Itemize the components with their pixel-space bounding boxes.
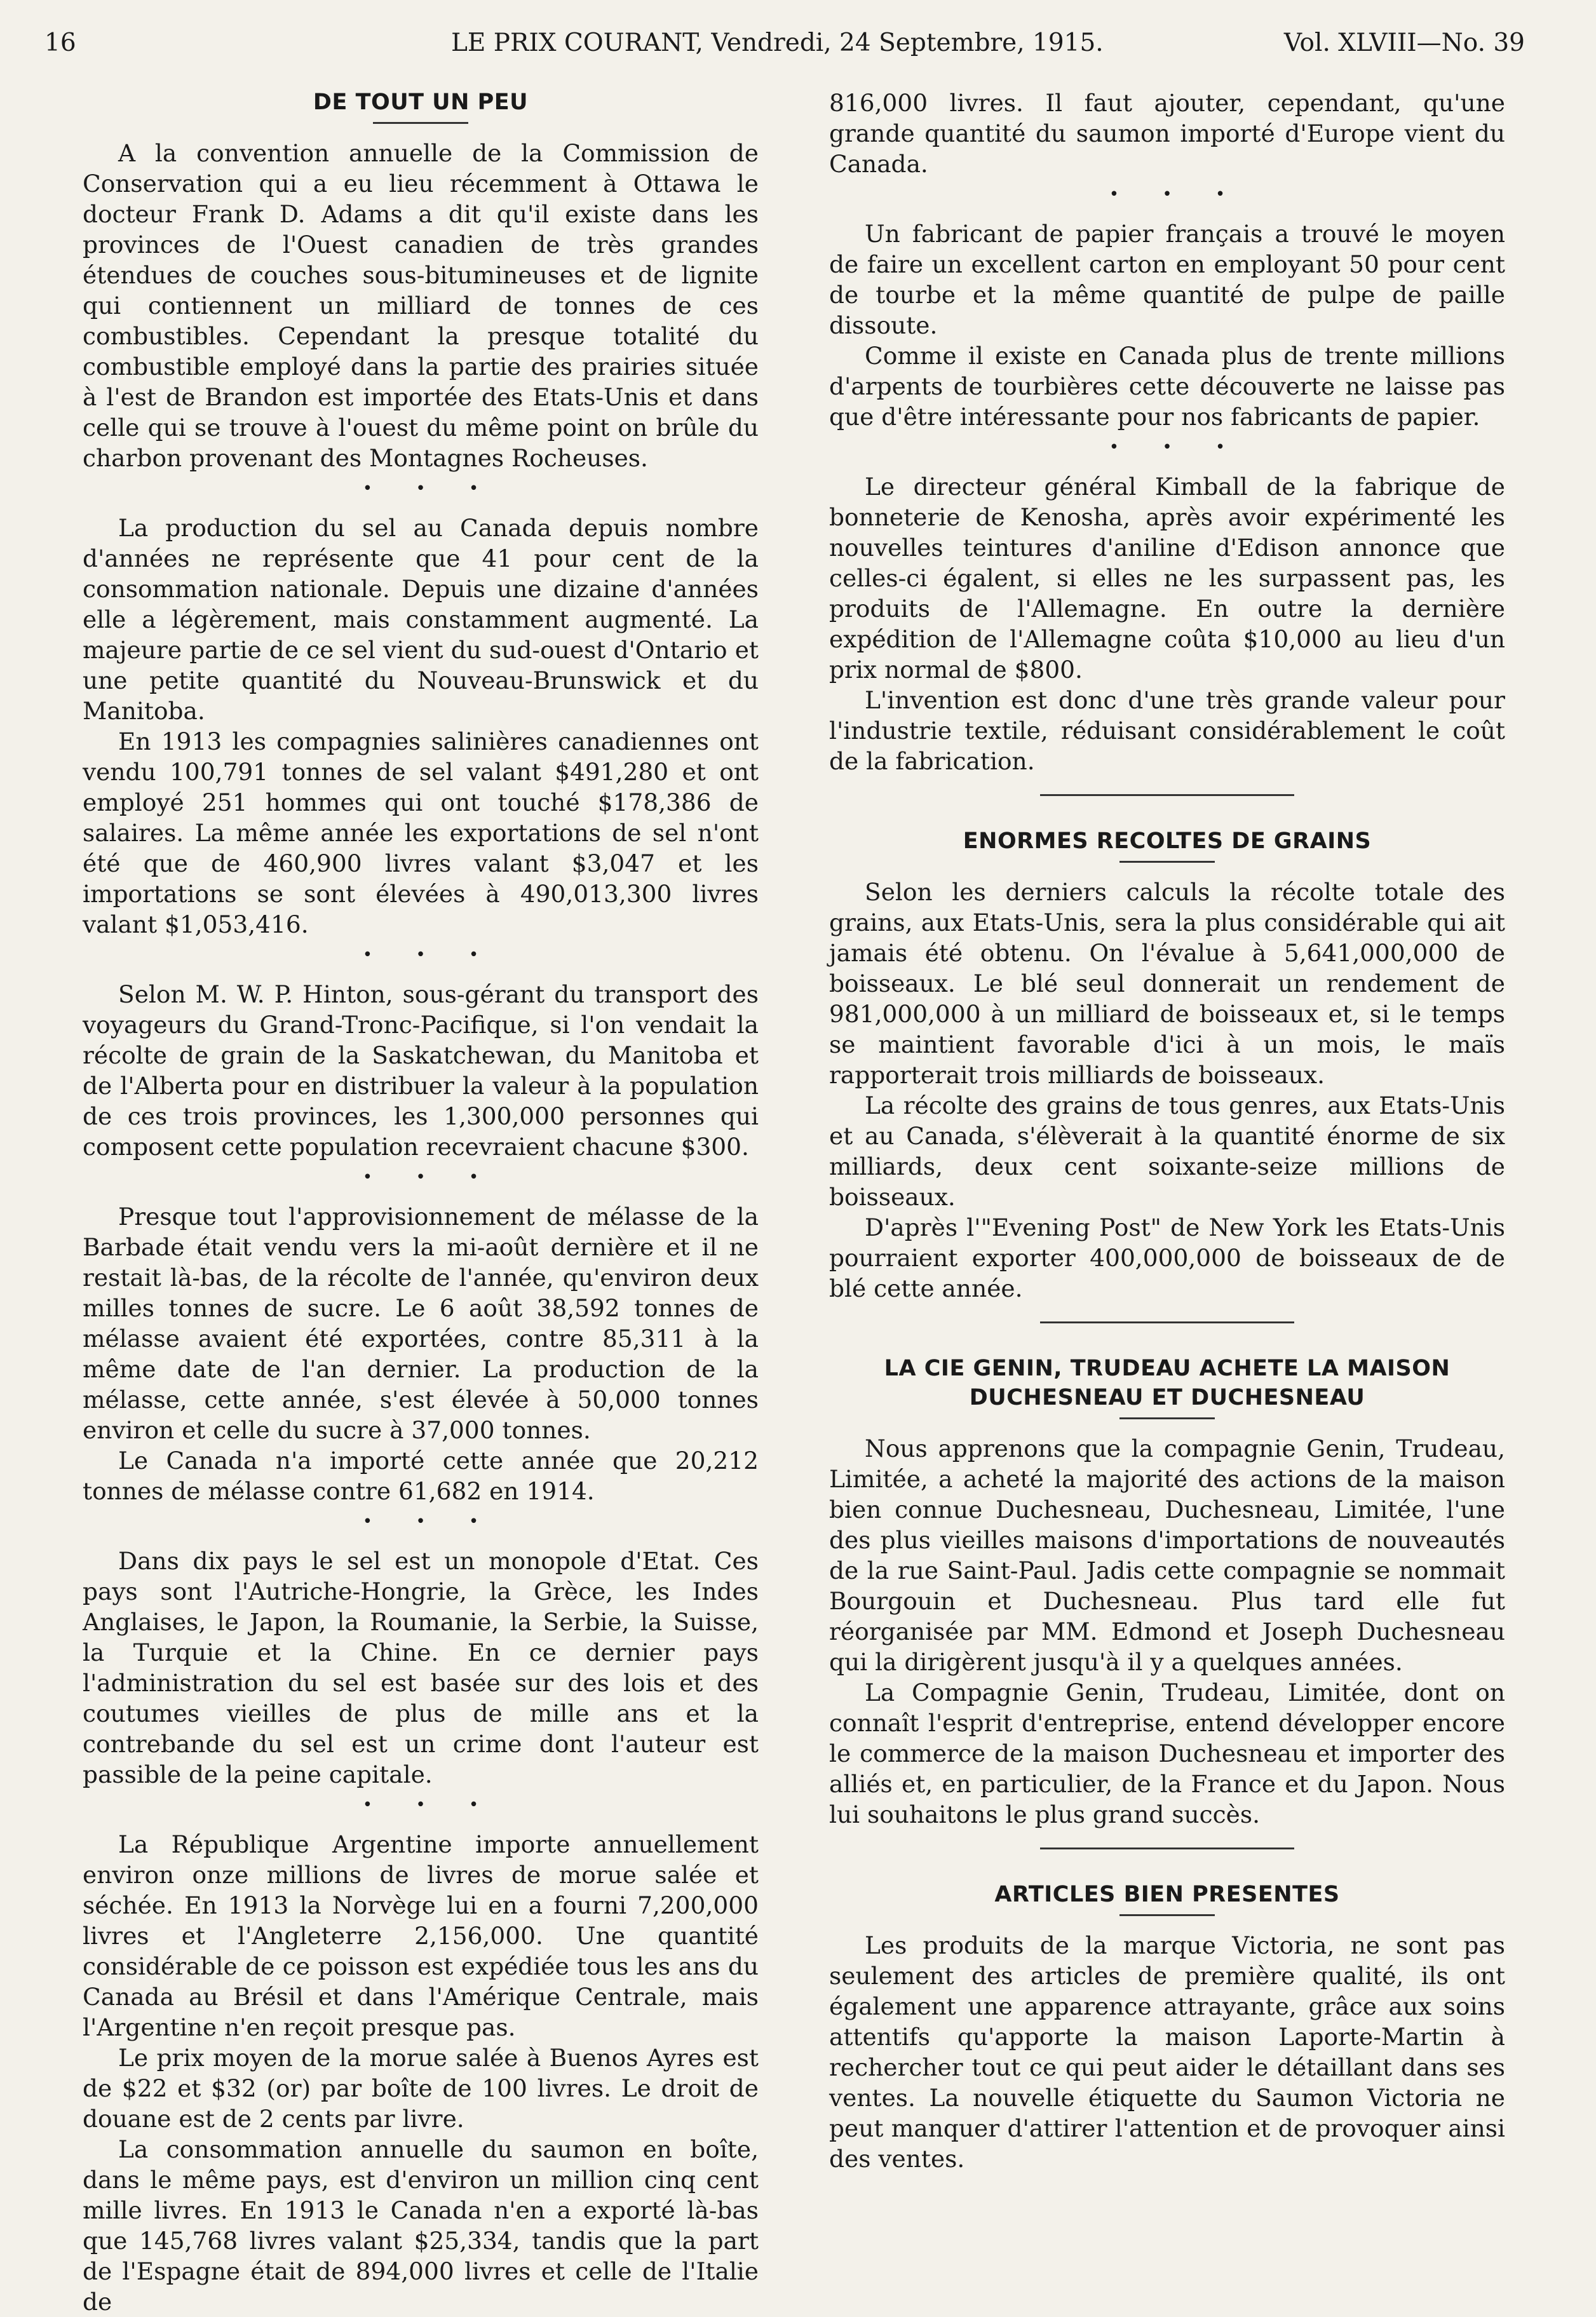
article-paragraph: L'invention est donc d'une très grande valeur pour l'industrie textile, réduisant considérablement le coût de la fabrication. xyxy=(829,686,1505,775)
separator-stars: • • • xyxy=(1109,438,1245,457)
article-paragraph: A la convention annuelle de la Commission de Conservation qui a eu lieu récemment à Ottawa le docteur Frank D. Adams a dit qu'il existe dans les provinces de l'Ouest canadien de très grandes étendues de couches sous-bitumineuses et de lignite qui contiennent un milliard de tonnes de ces combustibles. Cependant la presque totalité du combustible employé dans la partie des prairies située à l'est de Brandon est importée des Etats-Unis et dans celle qui se trouve à l'ouest du même point on brûle du charbon provenant des Montagnes Rocheuses. xyxy=(83,139,759,472)
title-rule xyxy=(1119,1417,1215,1419)
publication-title: LE PRIX COURANT, Vendredi, 24 Septembre, 1915. xyxy=(451,29,1104,57)
article-paragraph: Comme il existe en Canada plus de trente millions d'arpents de tourbières cette découverte ne laisse pas que d'être intéressante pour nos fabricants de papier. xyxy=(829,342,1505,431)
article-paragraph: Un fabricant de papier français a trouvé le moyen de faire un excellent carton en employant 50 pour cent de tourbe et la même quantité de pulpe de paille dissoute. xyxy=(829,220,1505,339)
article-paragraph: Les produits de la marque Victoria, ne sont pas seulement des articles de première qualité, ils ont également une apparence attrayante, grâce aux soins attentifs qu'apporte la maison Laporte-Martin à rechercher tout ce qui peut aider le détaillant dans ses ventes. La nouvelle étiquette du Saumon Victoria ne peut manquer d'attirer l'attention et de provoquer ainsi des ventes. xyxy=(829,1931,1505,2173)
article-paragraph: Nous apprenons que la compagnie Genin, Trudeau, Limitée, a acheté la majorité des actions de la maison bien connue Duchesneau, Duchesneau, Limitée, l'une des plus vieilles maisons d'importations de nouveautés de la rue Saint-Paul. Jadis cette compagnie se nommait Bourgouin et Duchesneau. Plus tard elle fut réorganisée par MM. Edmond et Joseph Duchesneau qui la dirigèrent jusqu'à il y a quelques années. xyxy=(829,1435,1505,1676)
section-title-recoltes: ENORMES RECOLTES DE GRAINS xyxy=(963,828,1372,854)
article-paragraph: Selon M. W. P. Hinton, sous-gérant du transport des voyageurs du Grand-Tronc-Pacifique, si l'on vendait la récolte de grain de la Saskatchewan, du Manitoba et de l'Alberta pour en distribuer la valeur à la population de ces trois provinces, les 1,300,000 personnes qui composent cette population recevraient chacune $300. xyxy=(83,980,759,1161)
page-number: 16 xyxy=(44,29,76,57)
title-rule xyxy=(1119,861,1215,863)
section-title-de-tout-un-peu: DE TOUT UN PEU xyxy=(313,90,529,115)
separator-stars: • • • xyxy=(1109,185,1245,204)
article-paragraph-continued: 816,000 livres. Il faut ajouter, cependant, qu'une grande quantité du saumon importé d'Europe vient du Canada. xyxy=(829,89,1505,178)
separator-stars: • • • xyxy=(362,1168,498,1187)
article-paragraph: La consommation annuelle du saumon en boîte, dans le même pays, est d'environ un million cinq cent mille livres. En 1913 le Canada n'en a exporté là-bas que 145,768 livres valant $25,334, tandis que la part de l'Espagne était de 894,000 livres et celle de l'Italie de xyxy=(83,2135,759,2316)
article-paragraph: La production du sel au Canada depuis nombre d'années ne représente que 41 pour cent de la consommation nationale. Depuis une dizaine d'années elle a légèrement, mais constamment augmenté. La majeure partie de ce sel vient du sud-ouest d'Ontario et une petite quantité du Nouveau-Brunswick et du Manitoba. xyxy=(83,514,759,725)
article-paragraph: La République Argentine importe annuellement environ onze millions de livres de morue salée et séchée. En 1913 la Norvège lui en a fourni 7,200,000 livres et l'Angleterre 2,156,000. Une quantité considérable de ce poisson est expédiée tous les ans du Canada au Brésil et dans l'Amérique Centrale, mais l'Argentine n'en reçoit presque pas. xyxy=(83,1830,759,2041)
article-paragraph: La Compagnie Genin, Trudeau, Limitée, dont on connaît l'esprit d'entreprise, entend développer encore le commerce de la maison Duchesneau et importer des alliés et, en particulier, de la France et du Japon. Nous lui souhaitons le plus grand succès. xyxy=(829,1679,1505,1828)
article-paragraph: Le prix moyen de la morue salée à Buenos Ayres est de $22 et $32 (or) par boîte de 100 livres. Le droit de douane est de 2 cents par livre. xyxy=(83,2044,759,2133)
article-paragraph: La récolte des grains de tous genres, aux Etats-Unis et au Canada, s'élèverait à la quantité énorme de six milliards, deux cent soixante-seize millions de boisseaux. xyxy=(829,1091,1505,1211)
article-paragraph: En 1913 les compagnies salinières canadiennes ont vendu 100,791 tonnes de sel valant $491,280 et ont employé 251 hommes qui ont touché $178,386 de salaires. La même année les exportations de sel n'ont été que de 460,900 livres valant $3,047 et les importations se sont élevées à 490,013,300 livres valant $1,053,416. xyxy=(83,727,759,938)
article-paragraph: Dans dix pays le sel est un monopole d'Etat. Ces pays sont l'Autriche-Hongrie, la Grèce, les Indes Anglaises, le Japon, la Roumanie, la Serbie, la Suisse, la Turquie et la Chine. En ce dernier pays l'administration du sel est basée sur des lois et des coutumes vieilles de plus de mille ans et la contrebande du sel est un crime dont l'auteur est passible de la peine capitale. xyxy=(83,1547,759,1788)
article-paragraph: Le directeur général Kimball de la fabrique de bonneterie de Kenosha, après avoir expérimenté les nouvelles teintures d'aniline d'Edison annonce que celles-ci égalent, si elles ne les surpassent pas, les produits de l'Allemagne. En outre la dernière expédition de l'Allemagne coûta $10,000 au lieu d'un prix normal de $800. xyxy=(829,473,1505,684)
left-column xyxy=(83,88,759,2317)
volume-number: Vol. XLVIII—No. 39 xyxy=(1283,29,1525,57)
separator-stars: • • • xyxy=(362,1512,498,1531)
section-rule xyxy=(1040,794,1294,796)
article-paragraph: Selon les derniers calculs la récolte totale des grains, aux Etats-Unis, sera la plus considérable qui ait jamais été obtenu. On l'évalue à 5,641,000,000 de boisseaux. Le blé seul donnerait un rendement de 981,000,000 à un milliard de boisseaux et, si le temps se maintient favorable d'ici à un mois, le maïs rapporterait trois milliards de boisseaux. xyxy=(829,878,1505,1089)
article-paragraph: Le Canada n'a importé cette année que 20,212 tonnes de mélasse contre 61,682 en 1914. xyxy=(83,1447,759,1505)
separator-stars: • • • xyxy=(362,945,498,964)
section-rule xyxy=(1040,1321,1294,1323)
separator-stars: • • • xyxy=(362,479,498,498)
article-paragraph: Presque tout l'approvisionnement de mélasse de la Barbade était vendu vers la mi-août dernière et il ne restait là-bas, de la récolte de l'année, qu'environ deux milles tonnes de sucre. Le 6 août 38,592 tonnes de mélasse avaient été exportées, contre 85,311 à la même date de l'an dernier. La production de la mélasse, cette année, s'est élevée à 50,000 tonnes environ et celle du sucre à 37,000 tonnes. xyxy=(83,1203,759,1444)
article-paragraph: D'après l'"Evening Post" de New York les Etats-Unis pourraient exporter 400,000,000 de boisseaux de de blé cette année. xyxy=(829,1213,1505,1302)
section-title-genin-trudeau: LA CIE GENIN, TRUDEAU ACHETE LA MAISON DUCHESNEAU ET DUCHESNEAU xyxy=(884,1356,1451,1410)
right-column xyxy=(829,88,1505,2174)
section-rule xyxy=(1040,1848,1294,1849)
page-header xyxy=(44,24,1525,62)
section-title-articles: ARTICLES BIEN PRESENTES xyxy=(994,1882,1340,1907)
title-rule xyxy=(1119,1914,1215,1916)
title-rule xyxy=(373,122,468,124)
separator-stars: • • • xyxy=(362,1795,498,1814)
